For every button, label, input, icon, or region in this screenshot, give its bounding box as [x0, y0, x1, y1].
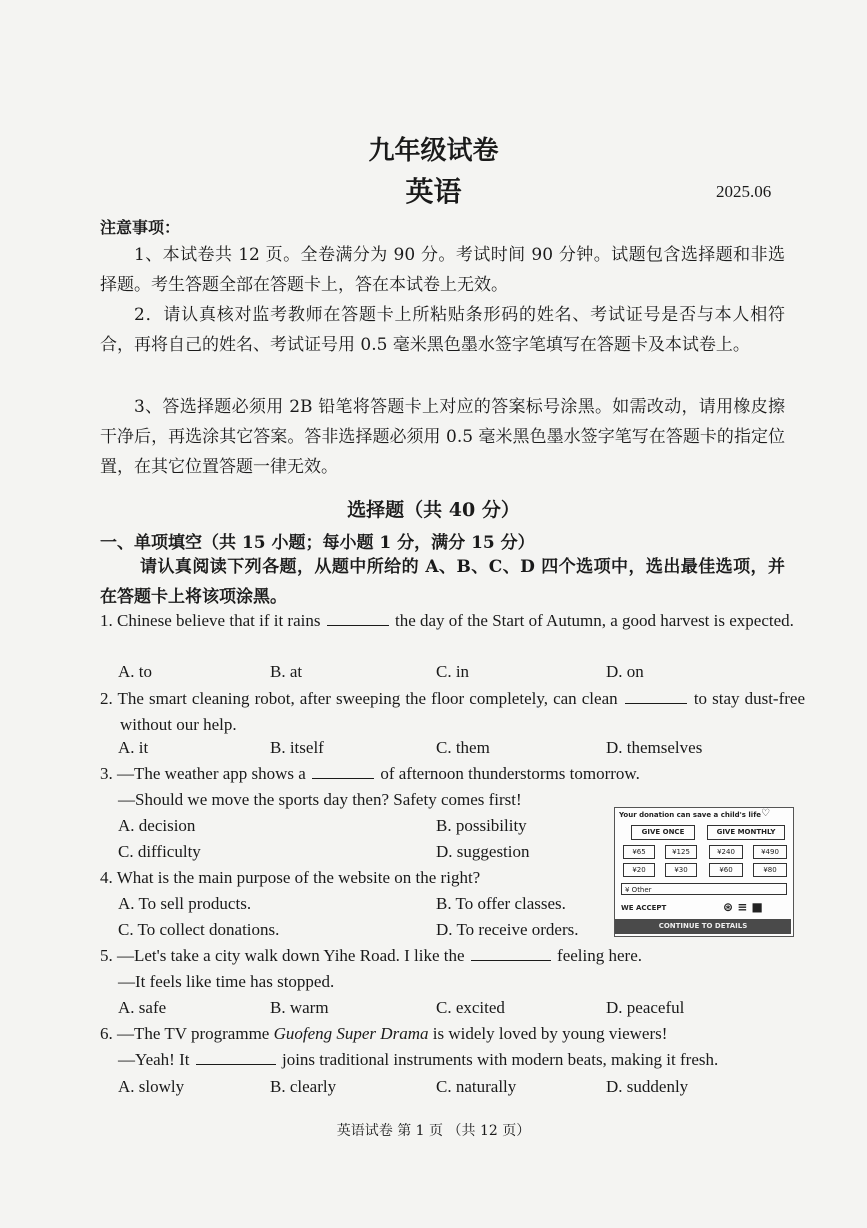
q5-option-d: D. peaceful	[606, 998, 685, 1017]
other-amount-field: ¥ Other	[621, 883, 787, 895]
answer-blank	[327, 611, 389, 626]
answer-blank	[625, 689, 687, 704]
continue-button: CONTINUE TO DETAILS	[615, 919, 791, 934]
programme-title: Guofeng Super Drama	[273, 1024, 429, 1043]
q6-option-b: B. clearly	[270, 1077, 337, 1096]
q2-option-a: A. it	[118, 738, 149, 757]
donation-website-illustration	[614, 807, 794, 937]
question-5-line-2: —It feels like time has stopped.	[118, 972, 335, 991]
subject-title: 英语	[405, 175, 462, 208]
we-accept-label: WE ACCEPT	[621, 904, 667, 912]
q1-option-b: B. at	[270, 662, 303, 681]
notice-item-2: 2．请认真核对监考教师在答题卡上所粘贴条形码的姓名、考试证号是否与本人相符合，再将自己的姓名、考试证号用 0.5 毫米黑色墨水签字笔填写在答题卡及本试卷上。	[100, 305, 785, 355]
question-3-line-1: 3. —The weather app shows a of afternoon thunderstorms tomorrow.	[100, 764, 640, 783]
q1-option-a: A. to	[118, 662, 152, 681]
notice-item-3: 3、答选择题必须用 2B 铅笔将答题卡上对应的答案标号涂黑。如需改动，请用橡皮擦干净后，再选涂其它答案。答非选择题必须用 0.5 毫米黑色墨水签字笔写在答题卡的指定位置，在其它位置答题一律无效。	[100, 397, 785, 477]
question-3-line-2: —Should we move the sports day then? Safety comes first!	[118, 790, 522, 809]
answer-blank	[312, 764, 374, 779]
part-instruction: 请认真阅读下列各题，从题中所给的 A、B、C、D 四个选项中，选出最佳选项，并在答题卡上将该项涂黑。	[100, 557, 785, 607]
q2-option-c: C. them	[436, 738, 490, 757]
exam-title: 九年级试卷	[368, 136, 499, 166]
notice-heading: 注意事项：	[100, 218, 181, 237]
q3-option-a: A. decision	[118, 816, 196, 835]
amount-option: ¥20	[623, 863, 655, 877]
q6-option-a: A. slowly	[118, 1077, 185, 1096]
answer-blank	[196, 1050, 276, 1065]
amount-option: ¥60	[709, 863, 743, 877]
q6-option-c: C. naturally	[436, 1077, 517, 1096]
question-4-stem: 4. What is the main purpose of the website on the right?	[100, 868, 481, 887]
q2-option-d: D. themselves	[606, 738, 703, 757]
q5-option-b: B. warm	[270, 998, 329, 1017]
q4-option-b: B. To offer classes.	[436, 894, 566, 913]
website-heading: Your donation can save a child's life	[619, 811, 761, 819]
amount-option: ¥30	[665, 863, 697, 877]
q6-option-d: D. suddenly	[606, 1077, 689, 1096]
section-title: 选择题（共 40 分）	[347, 499, 520, 521]
q5-option-a: A. safe	[118, 998, 167, 1017]
question-1-stem: 1. Chinese believe that if it rains the day of the Start of Autumn, a good harvest is expected.	[100, 611, 794, 630]
q5-option-c: C. excited	[436, 998, 505, 1017]
q4-option-d: D. To receive orders.	[436, 920, 579, 939]
notice-item-1: 1、本试卷共 12 页。全卷满分为 90 分。考试时间 90 分钟。试题包含选择题和非选择题。考生答题全部在答题卡上，答在本试卷上无效。	[100, 245, 785, 295]
question-6-line-2: —Yeah! It joins traditional instruments with modern beats, making it fresh.	[118, 1050, 719, 1069]
payment-logos-icon: ⊛ ≡ ■	[723, 900, 763, 914]
exam-date: 2025.06	[716, 182, 772, 201]
q3-option-d: D. suggestion	[436, 842, 530, 861]
give-monthly-button: GIVE MONTHLY	[707, 825, 785, 840]
question-2-stem: 2. The smart cleaning robot, after sweeping the floor completely, can clean to stay dust-free without our help.	[100, 689, 806, 734]
q4-option-c: C. To collect donations.	[118, 920, 280, 939]
amount-option: ¥80	[753, 863, 787, 877]
amount-option: ¥240	[709, 845, 743, 859]
q1-option-d: D. on	[606, 662, 644, 681]
part-title: 一、单项填空（共 15 小题；每小题 1 分，满分 15 分）	[100, 533, 535, 553]
q2-option-b: B. itself	[270, 738, 324, 757]
amount-option: ¥125	[665, 845, 697, 859]
give-once-button: GIVE ONCE	[631, 825, 695, 840]
q3-option-b: B. possibility	[436, 816, 527, 835]
answer-blank	[471, 946, 551, 961]
hand-heart-icon: ♡	[761, 808, 770, 819]
amount-option: ¥490	[753, 845, 787, 859]
q1-option-c: C. in	[436, 662, 470, 681]
question-5-line-1: 5. —Let's take a city walk down Yihe Road. I like the feeling here.	[100, 946, 642, 965]
q3-option-c: C. difficulty	[118, 842, 201, 861]
amount-option: ¥65	[623, 845, 655, 859]
q4-option-a: A. To sell products.	[118, 894, 252, 913]
question-6-line-1: 6. —The TV programme Guofeng Super Drama is widely loved by young viewers!	[100, 1024, 668, 1043]
page-footer: 英语试卷 第 1 页 （共 12 页）	[336, 1123, 531, 1139]
